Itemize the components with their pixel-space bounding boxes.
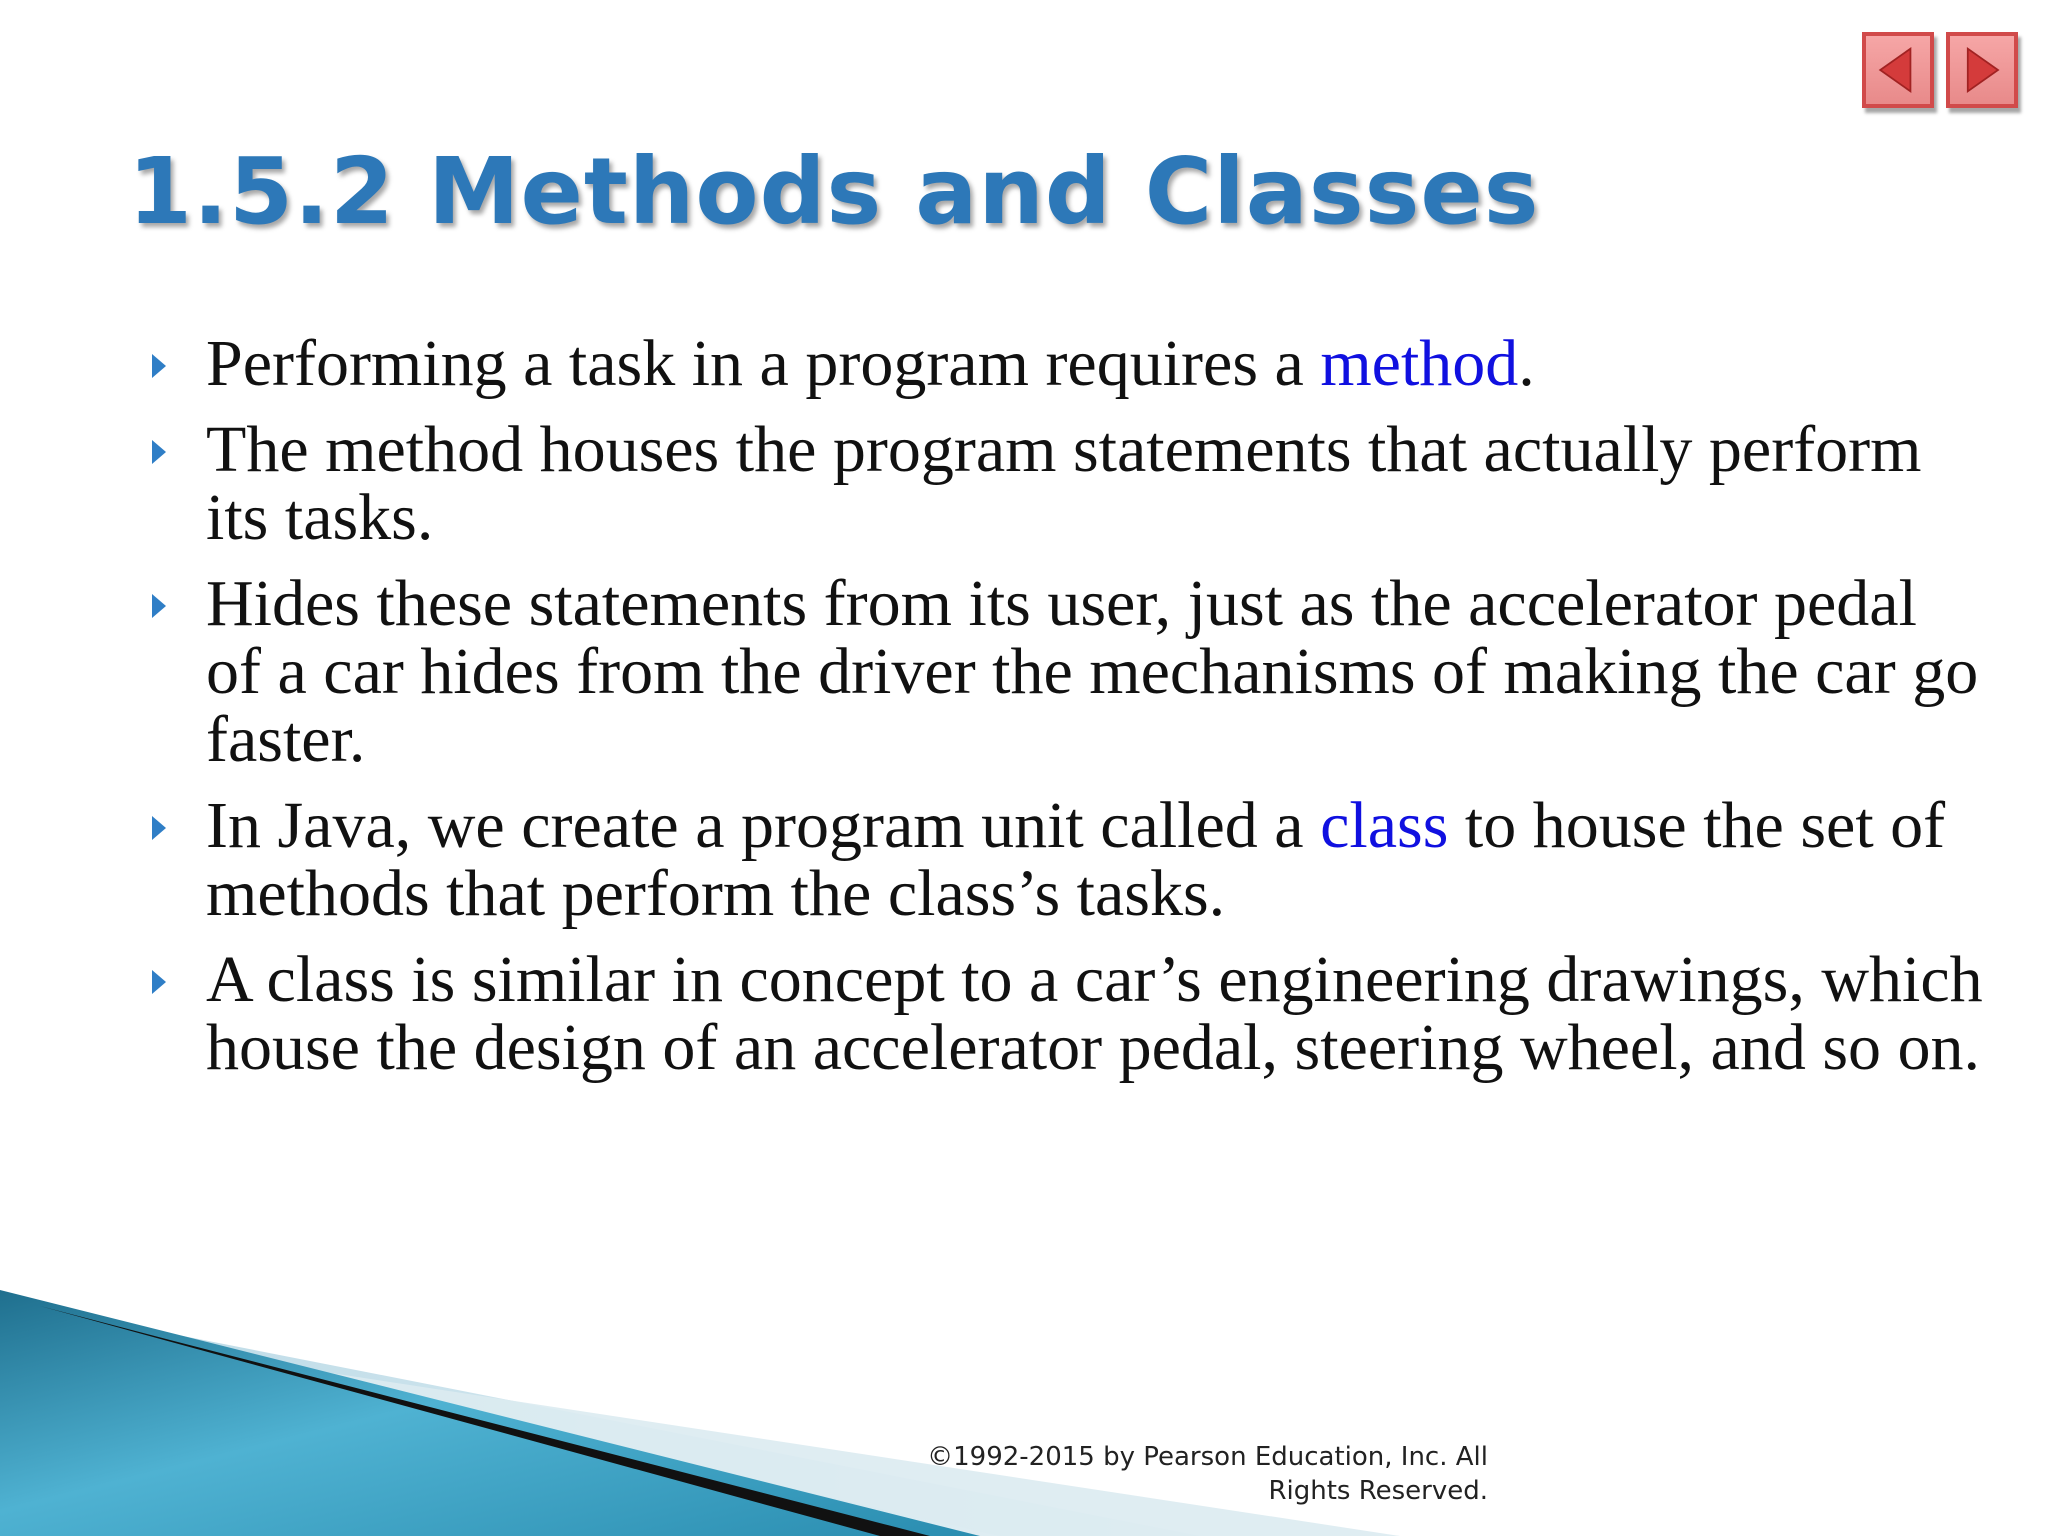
slide-title: 1.5.2 Methods and Classes — [128, 138, 1540, 245]
bullet-item — [148, 413, 1988, 554]
bullet-arrow-icon — [152, 970, 166, 994]
bullet-text-end: . — [1518, 327, 1535, 400]
bullet-text: A class is similar in concept to a car’s engineering drawings, which house the design of an accelerator pedal, steering wheel, and so on. — [206, 943, 1983, 1084]
bullet-item — [148, 567, 1988, 776]
bullet-arrow-icon — [152, 440, 166, 464]
bullet-arrow-icon — [152, 594, 166, 618]
bullet-list — [148, 327, 1988, 1100]
triangle-right-icon — [1950, 36, 2014, 104]
bullet-text: The method houses the program statements that actually perform its tasks. — [206, 413, 1922, 554]
bullet-text-end: to house the set of methods that perform the class’s tasks. — [206, 789, 1946, 930]
bullet-text: In Java, we create a program unit called a — [206, 789, 1321, 862]
copyright-line-1: ©1992-2015 by Pearson Education, Inc. All — [927, 1442, 1488, 1472]
triangle-left-icon — [1866, 36, 1930, 104]
bullet-text: Hides these statements from its user, just as the accelerator pedal of a car hides from the driver the mechanisms of making the car go faster. — [206, 567, 1979, 776]
bullet-item — [148, 943, 1988, 1084]
bullet-arrow-icon — [152, 816, 166, 840]
key-term: method — [1320, 327, 1519, 400]
copyright-line-2: Rights Reserved. — [1268, 1476, 1488, 1506]
bullet-arrow-icon — [152, 354, 166, 378]
bullet-text: Performing a task in a program requires a — [206, 327, 1321, 400]
next-slide-button[interactable] — [1946, 32, 2018, 108]
previous-slide-button[interactable] — [1862, 32, 1934, 108]
key-term: class — [1320, 789, 1449, 862]
copyright-notice — [888, 1440, 1488, 1508]
bullet-item — [148, 327, 1988, 400]
bullet-item — [148, 789, 1988, 930]
